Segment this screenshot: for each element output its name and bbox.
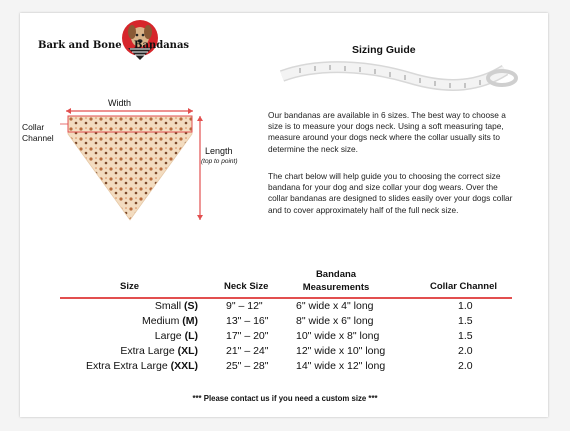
size-cell: Small (S) [154, 300, 198, 312]
bandana-cell: 8" wide x 6" long [296, 315, 374, 327]
collar-cell: 1.5 [458, 330, 473, 342]
header-bandana-line2: Measurements [302, 282, 370, 293]
table-row [0, 345, 570, 358]
bandana-diagram [58, 96, 258, 236]
neck-cell: 9" – 12" [226, 300, 263, 312]
neck-cell: 21" – 24" [226, 345, 269, 357]
collar-cell: 2.0 [458, 345, 473, 357]
brand-logo [38, 14, 208, 74]
table-row [0, 360, 570, 373]
page-title: Sizing Guide [352, 44, 416, 56]
length-label: Length [205, 146, 233, 156]
size-cell: Extra Extra Large (XXL) [85, 360, 198, 372]
header-divider [60, 297, 512, 299]
size-cell: Extra Large (XL) [120, 345, 198, 357]
bandana-cell: 12" wide x 10" long [296, 345, 386, 357]
intro-paragraph: Our bandanas are available in 6 sizes. The best way to choose a size is to measure your dogs neck. Using a soft measuring tape, measure around your dogs neck where the collar usually sits to determine the neck size. [268, 110, 506, 154]
neck-cell: 17" – 20" [226, 330, 269, 342]
guide-paragraph: The chart below will help guide you to choosing the correct size bandana for your dog and size collar your dog wears. Over the collar bandanas are designed to slides easily over your dogs collar and to cover approximately half of the full neck size. [268, 171, 513, 215]
brand-name-right: Bandanas [134, 40, 190, 51]
custom-size-note: *** Please contact us if you need a custom size *** [192, 394, 378, 403]
header-neck-size: Neck Size [224, 281, 269, 292]
measuring-tape-image [280, 56, 520, 100]
size-cell: Medium (M) [141, 315, 198, 327]
collar-label-line2: Channel [22, 133, 54, 143]
collar-cell: 1.0 [458, 300, 473, 312]
header-bandana-measurements [296, 268, 376, 294]
bandana-cell: 6" wide x 4" long [296, 300, 374, 312]
size-cell: Large (L) [154, 330, 198, 342]
bandana-cell: 10" wide x 8" long [296, 330, 380, 342]
brand-name-left: Bark and Bone [38, 40, 122, 51]
collar-label-line1: Collar [22, 122, 45, 132]
neck-cell: 25" – 28" [226, 360, 269, 372]
header-collar-channel: Collar Channel [430, 281, 498, 292]
bandana-cell: 14" wide x 12" long [296, 360, 386, 372]
length-sublabel: (top to point) [201, 158, 238, 165]
table-row [0, 315, 570, 328]
table-row [0, 330, 570, 343]
width-label: Width [108, 98, 132, 108]
collar-cell: 1.5 [458, 315, 473, 327]
header-size: Size [120, 281, 140, 292]
header-bandana-line1: Bandana [315, 269, 357, 280]
collar-cell: 2.0 [458, 360, 473, 372]
table-row [0, 300, 570, 313]
neck-cell: 13" – 16" [226, 315, 269, 327]
collar-channel-label [22, 122, 54, 144]
